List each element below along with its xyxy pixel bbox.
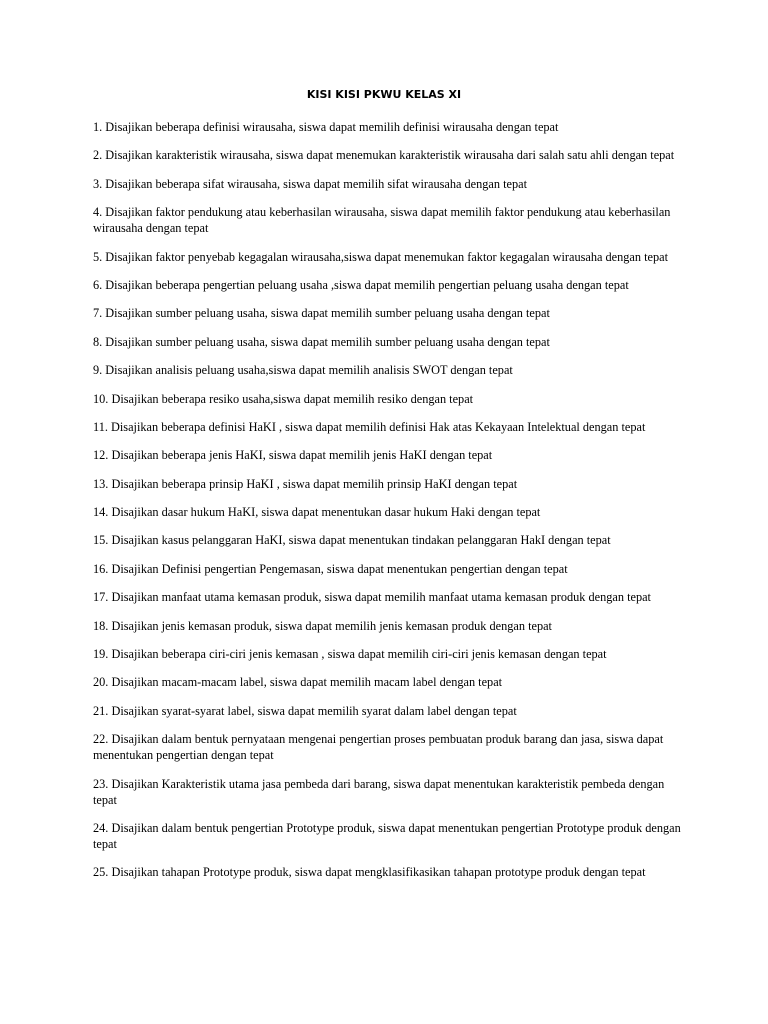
list-item: 21. Disajikan syarat-syarat label, siswa dapat memilih syarat dalam label dengan tepat (93, 703, 517, 718)
list-item: 24. Disajikan dalam bentuk pengertian Prototype produk, siswa dapat menentukan pengertian Prototype produk dengan tepat (93, 820, 681, 851)
list-item: 15. Disajikan kasus pelanggaran HaKI, siswa dapat menentukan tindakan pelanggaran HakI dengan tepat (93, 533, 611, 548)
list-item: 20. Disajikan macam-macam label, siswa dapat memilih macam label dengan tepat (93, 675, 503, 690)
list-item: 4. Disajikan faktor pendukung atau keberhasilan wirausaha, siswa dapat memilih faktor pendukung atau keberhasilan wirausaha dengan tepat (93, 205, 671, 236)
list-item: 19. Disajikan beberapa ciri-ciri jenis kemasan , siswa dapat memilih ciri-ciri jenis kemasan dengan tepat (93, 647, 607, 662)
list-item: 18. Disajikan jenis kemasan produk, siswa dapat memilih jenis kemasan produk dengan tepat (93, 618, 552, 633)
list-item: 8. Disajikan sumber peluang usaha, siswa dapat memilih sumber peluang usaha dengan tepat (93, 334, 550, 349)
list-item: 6. Disajikan beberapa pengertian peluang usaha ,siswa dapat memilih pengertian peluang usaha dengan tepat (93, 277, 629, 292)
item-list (93, 119, 683, 893)
list-item: 23. Disajikan Karakteristik utama jasa pembeda dari barang, siswa dapat menentukan karakteristik pembeda dengan tepat (93, 776, 665, 807)
list-item: 22. Disajikan dalam bentuk pernyataan mengenai pengertian proses pembuatan produk barang dan jasa, siswa dapat menentukan pengertian dengan tepat (93, 732, 664, 763)
list-item: 9. Disajikan analisis peluang usaha,siswa dapat memilih analisis SWOT dengan tepat (93, 363, 513, 378)
list-item: 2. Disajikan karakteristik wirausaha, siswa dapat menemukan karakteristik wirausaha dari salah satu ahli dengan tepat (93, 148, 675, 163)
list-item: 3. Disajikan beberapa sifat wirausaha, siswa dapat memilih sifat wirausaha dengan tepat (93, 176, 527, 191)
list-item: 25. Disajikan tahapan Prototype produk, siswa dapat mengklasifikasikan tahapan prototype produk dengan tepat (93, 865, 646, 880)
list-item: 10. Disajikan beberapa resiko usaha,siswa dapat memilih resiko dengan tepat (93, 391, 474, 406)
list-item: 7. Disajikan sumber peluang usaha, siswa dapat memilih sumber peluang usaha dengan tepat (93, 306, 550, 321)
list-item: 1. Disajikan beberapa definisi wirausaha, siswa dapat memilih definisi wirausaha dengan tepat (93, 120, 559, 134)
list-item: 16. Disajikan Definisi pengertian Pengemasan, siswa dapat menentukan pengertian dengan tepat (93, 561, 568, 576)
list-item: 17. Disajikan manfaat utama kemasan produk, siswa dapat memilih manfaat utama kemasan produk dengan tepat (93, 590, 651, 605)
list-item: 11. Disajikan beberapa definisi HaKI , siswa dapat memilih definisi Hak atas Kekayaan Intelektual dengan tepat (93, 419, 646, 434)
document-title: KISI KISI PKWU KELAS XI (306, 88, 462, 101)
list-item: 5. Disajikan faktor penyebab kegagalan wirausaha,siswa dapat menemukan faktor kegagalan wirausaha dengan tepat (93, 249, 668, 264)
list-item: 12. Disajikan beberapa jenis HaKI, siswa dapat memilih jenis HaKI dengan tepat (93, 448, 493, 463)
list-item: 14. Disajikan dasar hukum HaKI, siswa dapat menentukan dasar hukum Haki dengan tepat (93, 505, 541, 520)
list-item: 13. Disajikan beberapa prinsip HaKI , siswa dapat memilih prinsip HaKI dengan tepat (93, 476, 518, 491)
